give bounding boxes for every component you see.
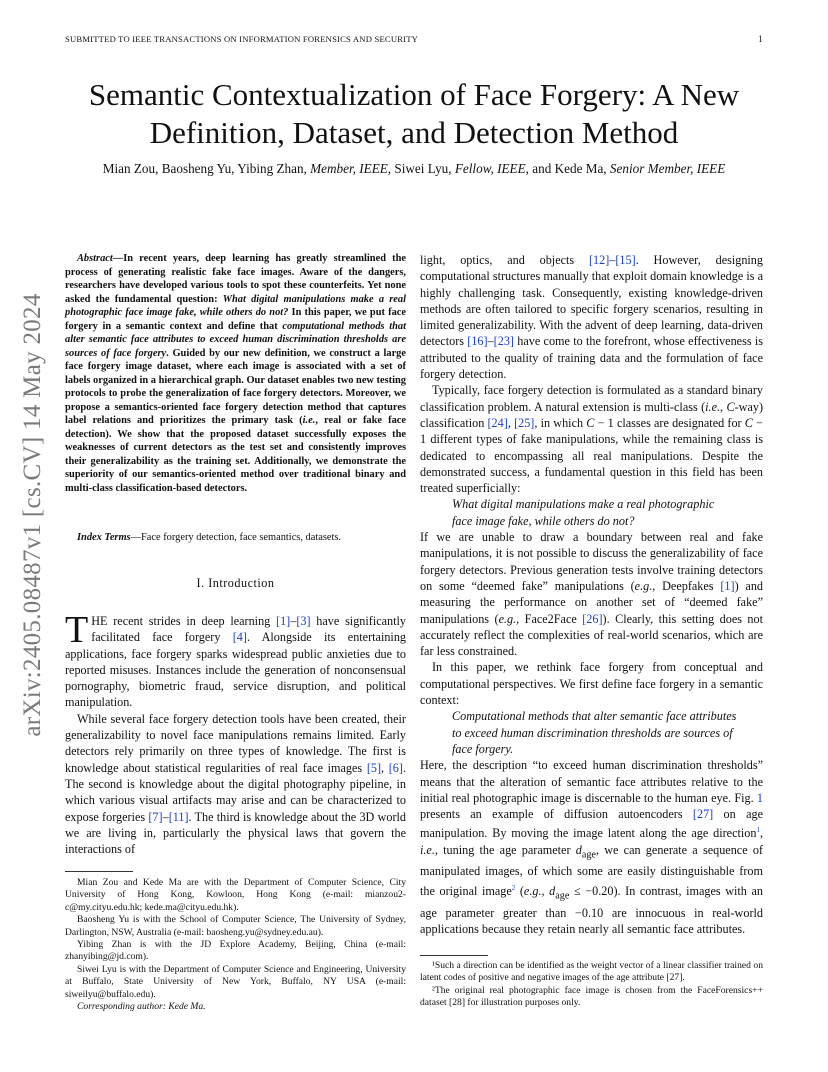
journal-name: SUBMITTED TO IEEE TRANSACTIONS ON INFORMATION FORENSICS AND SECURITY xyxy=(65,34,419,44)
index-terms xyxy=(65,531,406,545)
key-question-quote: What digital manipulations make a real photographic face image fake, while others do not? xyxy=(452,497,715,528)
affiliation-footnotes xyxy=(65,877,406,1013)
abstract-label: Abstract xyxy=(77,253,113,264)
page-number: 1 xyxy=(758,34,763,44)
footnote: Siwei Lyu is with the Department of Computer Science and Engineering, University at Buffalo, State University of New York, Buffalo, NY USA (e-mail: siweilyu@buffalo.edu). xyxy=(65,963,406,1000)
section-heading-introduction: I. Introduction xyxy=(196,576,275,590)
arxiv-stamp-text: arXiv:2405.08487v1 [cs.CV] 14 May 2024 xyxy=(19,293,46,737)
drop-cap: T xyxy=(65,609,89,651)
footnote: Mian Zou and Kede Ma are with the Department of Computer Science, City University of Hong Kong, Kowloon, Hong Kong (e-mail: mianzou2-c@my.cityu.edu.hk; kede.ma@cityu.edu.hk). xyxy=(65,877,406,913)
footnote: Yibing Zhan is with the JD Explore Academy, Beijing, China (e-mail: zhanyibing@jd.com). xyxy=(65,939,406,963)
footnote: Baosheng Yu is with the School of Computer Science, The University of Sydney, Darlington, NSW, Australia (e-mail: baosheng.yu@sydney.edu.au). xyxy=(65,914,406,938)
footnote-rule-right xyxy=(420,955,488,956)
arxiv-stamp xyxy=(10,270,56,760)
footnote: ²The original real photographic face image is chosen from the FaceForensics++ dataset [28] for illustration purposes only. xyxy=(420,984,763,1009)
right-footnotes xyxy=(420,960,763,1010)
paper-title: Semantic Contextualization of Face Forgery: A New Definition, Dataset, and Detection Method xyxy=(88,77,740,150)
definition-quote: Computational methods that alter semantic face attributes to exceed human discrimination thresholds are sources of face forgery. xyxy=(452,709,737,756)
running-header xyxy=(65,34,763,44)
index-terms-text: —Face forgery detection, face semantics, datasets. xyxy=(130,532,342,543)
author-list: Mian Zou, Baosheng Yu, Yibing Zhan, Member, IEEE, Siwei Lyu, Fellow, IEEE, and Kede Ma, Senior Member, IEEE xyxy=(102,161,726,176)
footnote-rule-left xyxy=(65,871,133,872)
abstract: Abstract—In recent years, deep learning has greatly streamlined the process of generating realistic fake face images. Aware of the dangers, researchers have developed various tools to spot these counterfeits. Yet none asked the fundamental question: What digital manipulations make a real photographic face image fake, while others do not? In this paper, we put face forgery in a semantic context and define that computational methods that alter semantic face attributes to exceed human discrimination thresholds are sources of face forgery. Guided by our new definition, we construct a large face forgery image dataset, where each image is associated with a set of labels organized in a hierarchical graph. Our dataset enables two new testing protocols to probe the generalization of face forgery detectors. Moreover, we propose a semantics-oriented face forgery detection method that captures label relations and prioritizes the primary task (i.e., real or fake face detection). We show that the proposed dataset successfully exposes the weaknesses of current detectors as the test set and consistently improves their generalizability as the training set. Additionally, we demonstrate the superiority of our semantics-oriented method over traditional binary and multi-class classification-based detectors. xyxy=(65,253,406,494)
introduction-body: THE recent strides in deep learning [1]–[3] have significantly facilitated face forgery [4]. Alongside its entertaining applications, face forgery sparks widespread public anxieties due to reported misuses. Instances include the generation of nonconsensual pornography, biometric fraud, service disruption, and political manipulation. While several face forgery detection tools have been created, their generalizability to novel face manipulations remains limited. Early detectors rely primarily on three types of knowledge. The first is knowledge about statistical regularities of real face images [5], [6]. The second is knowledge about the digital photography pipeline, in which various visual artifacts may arise and can be characterized to expose forgeries [7]–[11]. The third is knowledge about the 3D world we are living in, particularly the physical laws that govern the interactions of xyxy=(65,609,407,857)
right-column-body: light, optics, and objects [12]–[15]. However, designing computational structures manually that exploit domain knowledge is a highly challenging task. Consequently, existing knowledge-driven methods are often tailored to specific forgery scenarios, resulting in limited generalizability. With the advent of deep learning, data-driven detectors [16]–[23] have come to the forefront, whose effectiveness is attributed to the quality of training data and the formulation of face forgery detection. Typically, face forgery detection is formulated as a standard binary classification problem. A natural extension is multi-class (i.e., C-way) classification [24], [25], in which C − 1 classes are designated for C − 1 different types of fake manipulations, while the remaining class is dedicated to encompassing all real manipulations. Despite the demonstrated success, a fundamental question in this field has been treated superficially: What digital manipulations make a real photographic face image fake, while others do not? If we are unable to draw a boundary between real and fake manipulations, it is not possible to discuss the generalizability of face forgery detectors. Previous generation tests involve training detectors on some “deemed fake” manipulations (e.g., Deepfakes [1]) and measuring the performance on another set of “deemed fake” manipulations (e.g., Face2Face [26]). Clearly, this setting does not accurately reflect the complexities of real-world scenarios, which are far less constrained. In this paper, we rethink face forgery from conceptual and computational perspectives. We first define face forgery in a semantic context: Computational methods that alter semantic face attributes to exceed human discrimination thresholds are sources of face forgery. Here, the description “to exceed human discrimination thresholds” means that the alteration of semantic face attributes relative to the initial real photographic image is discernable to the human eye. Fig. 1 presents an example of diffusion autoencoders [27] on age manipulation. By moving the image latent along the age direction$^1$, i.e., tuning the age parameter $d_{age}$, we can generate a sequence of manipulated images, of which some are easily distinguishable from the original image$^2$ (e.g., $d_{age} \le -0.20$). In contrast, images with an age parameter greater than −0.10 are innocuous in real-world applications because they retain nearly all semantic face attributes. xyxy=(420,253,764,936)
index-terms-label: Index Terms xyxy=(77,532,131,543)
footnote: ¹Such a direction can be identified as the weight vector of a linear classifier trained on latent codes of positive and negative images of the age attribute [27]. xyxy=(420,960,763,984)
footnote: Corresponding author: Kede Ma. xyxy=(77,1001,206,1013)
